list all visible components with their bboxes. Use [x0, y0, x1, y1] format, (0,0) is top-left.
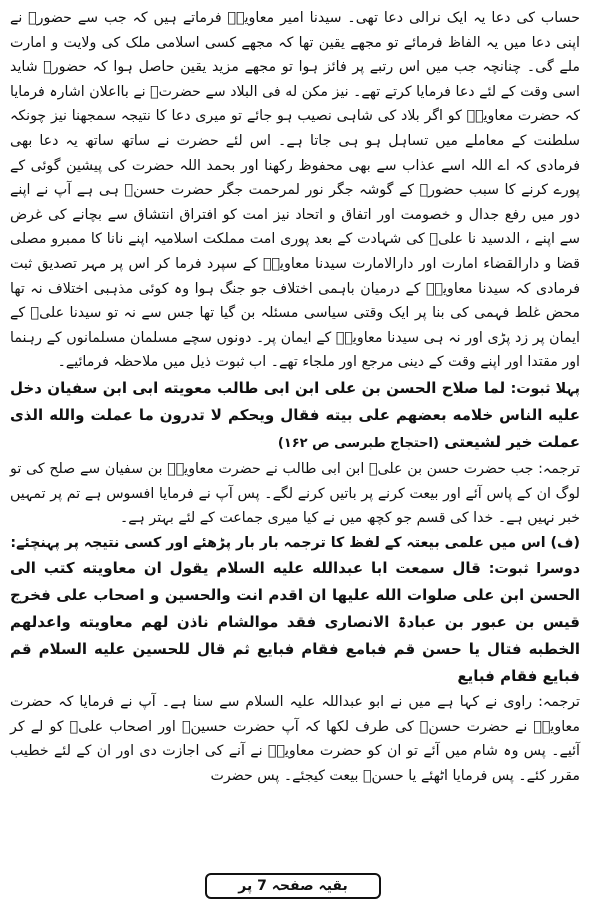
- first-proof-quote: لما صلاح الحسن بن علی ابن ابی طالب معویته ابی ابن سفیان دخل علیه الناس خلامه بعضهم علی بیته فقال ویحکم لا تدرون ما عملت والله الذی عملت خیر لشیعتی: [10, 378, 580, 451]
- second-proof-arabic: [10, 555, 580, 690]
- first-proof-translation: ترجمہ: جب حضرت حسن بن علیؓ ابن ابی طالب نے حضرت معاویہؓ بن سفیان سے صلح کی تو لوگ ان کے پاس آئے اور بیعت کرنے پر باتیں کرنے لگے۔ پس آپ نے فرمایا افسوس ہے تم پر تمہیں خبر نہیں ہے۔ خدا کی قسم جو کچھ میں نے کیا میری جماعت کے لئے بہتر ہے۔: [10, 460, 580, 527]
- second-proof-quote: قال سمعت ابا عبدالله علیه السلام یقول ان معاویته کتب الی الحسن ابن علی صلوات الله علیها ان اقدم انت والحسین و اصحاب علی فخرج قیس بن عبور بن عبادۃ الانصاری فقد موالشام ناذن لهم معاویته واعدلهم الخطبه فتال یا حسن قم فبامع فقام فبایع ثم قال للحسین علیه السلام قم فبایع فقام فبایع: [10, 559, 580, 686]
- first-proof-arabic: [10, 375, 580, 457]
- second-proof-translation: ترجمہ: راوی نے کہا ہے میں نے ابو عبداللہ علیہ السلام سے سنا ہے۔ آپ نے فرمایا کہ حضرت معاویہؓ نے حضرت حسنؓ کی طرف لکھا کہ آپ حضرت حسینؓ اور اصحاب علیؓ کو لے کر آئیے۔ پس وہ شام میں آئے تو ان کو حضرت معاویہؓ نے آنے کی اجازت دی اور ان کے لئے خطیب مقرر کئے۔ پس فرمایا اٹھئے یا حسنؓ بیعت کیجئے۔ پس حضرت: [10, 694, 580, 785]
- second-proof-label: دوسرا ثبوت:: [488, 561, 580, 578]
- intro-paragraph: حساب کی دعا یہ ایک نرالی دعا تھی۔ سیدنا امیر معاویہؓ فرماتے ہیں کہ جب سے حضورﷺ نے اپنی دعا میں یہ الفاظ فرمائے تو مجھے یقین تھا کہ مجھے کسی اسلامی ملک کی ولایت و امارت ملے گی۔ چنانچہ جب میں اس رتبے پر فائز ہوا تو مجھے مزید یقین حاصل ہوا کہ حضورﷺ شاید اسی وقت کے لئے دعا فرمایا کرتے تھے۔ نیز مکن له فی البلاد سے حضرتﷺ نے بااعلان اشارہ فرمایا کہ حضرت معاویہؓ کو اگر بلاد کی شاہی نصیب ہو جائے تو میری دعا کا نتیجہ سمجھنا نیز چونکہ سلطنت کے معاملے میں تساہل ہو ہی جاتا ہے۔ اس لئے حضرت نے ساتھ ساتھ یہ دعا بھی فرمادی کہ اے اللہ اسے عذاب سے بھی محفوظ رکھنا اور بحمد اللہ حضرت کی پیشین گوئی کے پورے کرنے کا سبب حضورﷺ کے گوشہ جگر نور لمرحمت جگر حضرت حسنؓ ہی ہے آپ نے اپنے دور میں رفع جدال و خصومت اور اتفاق و اتحاد نیز امت کو افتراق انتشاق سے بچانے کی غرض سے اپنے ، الدسید نا علیؓ کی شہادت کے بعد پوری امت مملکت اسلامیہ اپنے نانا کا ممبرو مصلی قضا و دارالقضاء امارت اور دارالامارت سیدنا معاویہؓ کے سپرد فرما کر اس پر مہر تصدیق ثبت فرمادی کہ سیدنا معاویہؓ کے درمیان باہمی اختلاف جو جنگ ہوا وہ کوئی مذہبی اختلاف نہ تھا محض غلط فہمی کی بنا پر ایک وقتی سیاسی مسئلہ بن گیا تھا جس سے نہ تو سیدنا علیؓ کے ایمان پر زد پڑی اور نہ ہی سیدنا معاویہؓ کے ایمان پر۔ دونوں سچے مسلمان مسلمانوں کے رہنما اور مقتدا اور اپنے وقت کے دینی مرجع اور ملجاء تھے۔ اب ثبوت ذیل میں ملاحظہ فرمائیے۔: [10, 10, 580, 371]
- continued-on-page-box: بقیہ صفحہ 7 پر: [205, 873, 381, 899]
- first-proof-note: (ف) اس میں علمی بیعتہ کے لفظ کا ترجمہ بار بار پڑھئے اور کسی نتیجہ پر پہنچئے:: [10, 534, 580, 551]
- first-proof-reference: (احتجاج طبرسی ص ۱۶۲): [277, 435, 439, 451]
- first-proof-label: پہلا ثبوت:: [510, 380, 581, 397]
